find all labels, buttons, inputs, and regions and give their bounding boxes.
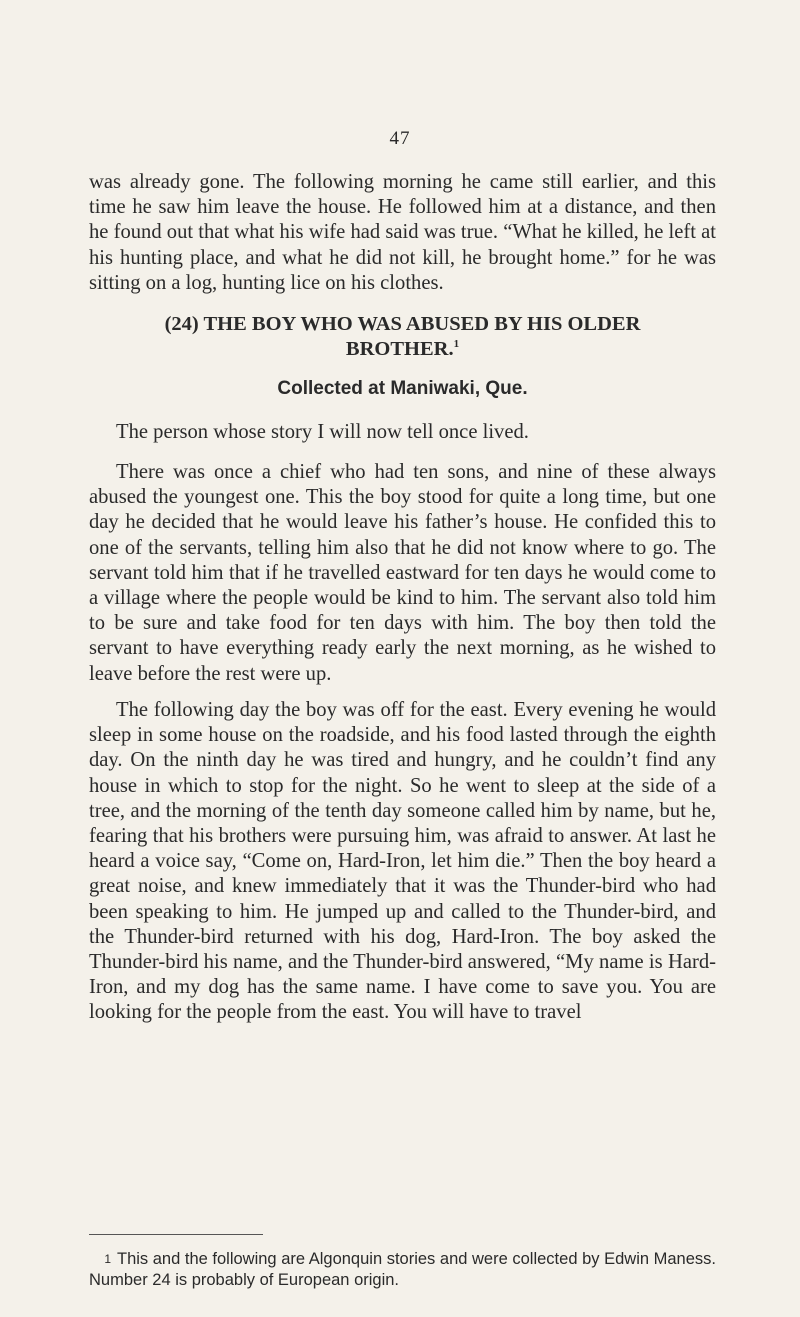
- footnote: [89, 1249, 716, 1291]
- heading-line-1: (24) THE BOY WHO WAS ABUSED BY HIS OLDER: [164, 313, 641, 335]
- paragraph-text: The following day the boy was off for the east. Every evening he would sleep in some house on the roadside, and his food lasted through the eighth day. On the ninth day he was tired and hungry, and he couldn’t find any house in which to stop for the night. So he went to sleep at the side of a tree, and the morning of the tenth day someone called him by name, but he, fearing that his brothers were pursuing him, was afraid to answer. At last he heard a voice say, “Come on, Hard-Iron, let him die.” Then the boy heard a great noise, and knew immediately that it was the Thunder-bird who had been speaking to him. He jumped up and called to the Thunder-bird, and the Thunder-bird returned with his dog, Hard-Iron. The boy asked the Thunder-bird his name, and the Thunder-bird answered, “My name is Hard-Iron, and my dog has the same name. I have come to save you. You are looking for the people from the east. You will have to travel: [89, 699, 716, 1024]
- heading-line-2: [89, 337, 716, 362]
- paragraph-intro: [89, 420, 743, 445]
- heading-footnote-mark: 1: [453, 338, 460, 351]
- paragraph-chief: [89, 460, 716, 687]
- paragraph-text: There was once a chief who had ten sons, and nine of these always abused the youngest one. This the boy stood for quite a long time, but one day he decided that he would leave his father’s house. He confided this to one of the servants, telling him also that he did not know where to go. The servant told him that if he travelled eastward for ten days he would come to a village where the people would be kind to him. The servant also told him to be sure and take food for ten days with him. The boy then told the servant to have everything ready early the next morning, as he wished to leave before the rest were up.: [89, 461, 716, 685]
- page-number: 47: [389, 128, 411, 149]
- paragraph-text: The person whose story I will now tell once lived.: [116, 421, 529, 443]
- paragraph-journey: [89, 698, 716, 1026]
- story-subheading: Collected at Maniwaki, Que.: [277, 378, 528, 399]
- paragraph-text: was already gone. The following morning he came still earlier, and this time he saw him leave the house. He followed him at a distance, and then he found out that what his wife had said was true. “What he killed, he left at his hunting place, and what he did not kill, he brought home.” for he was sitting on a log, hunting lice on his clothes.: [89, 171, 716, 294]
- footnote-mark: 1: [104, 1252, 111, 1266]
- footnote-text: This and the following are Algonquin stories and were collected by Edwin Maness. Number 24 is probably of European origin.: [89, 1250, 716, 1289]
- paragraph-continued: [89, 170, 716, 296]
- heading-line-2-text: BROTHER.: [345, 338, 454, 360]
- story-heading: [89, 312, 716, 362]
- footnote-divider: [89, 1234, 263, 1235]
